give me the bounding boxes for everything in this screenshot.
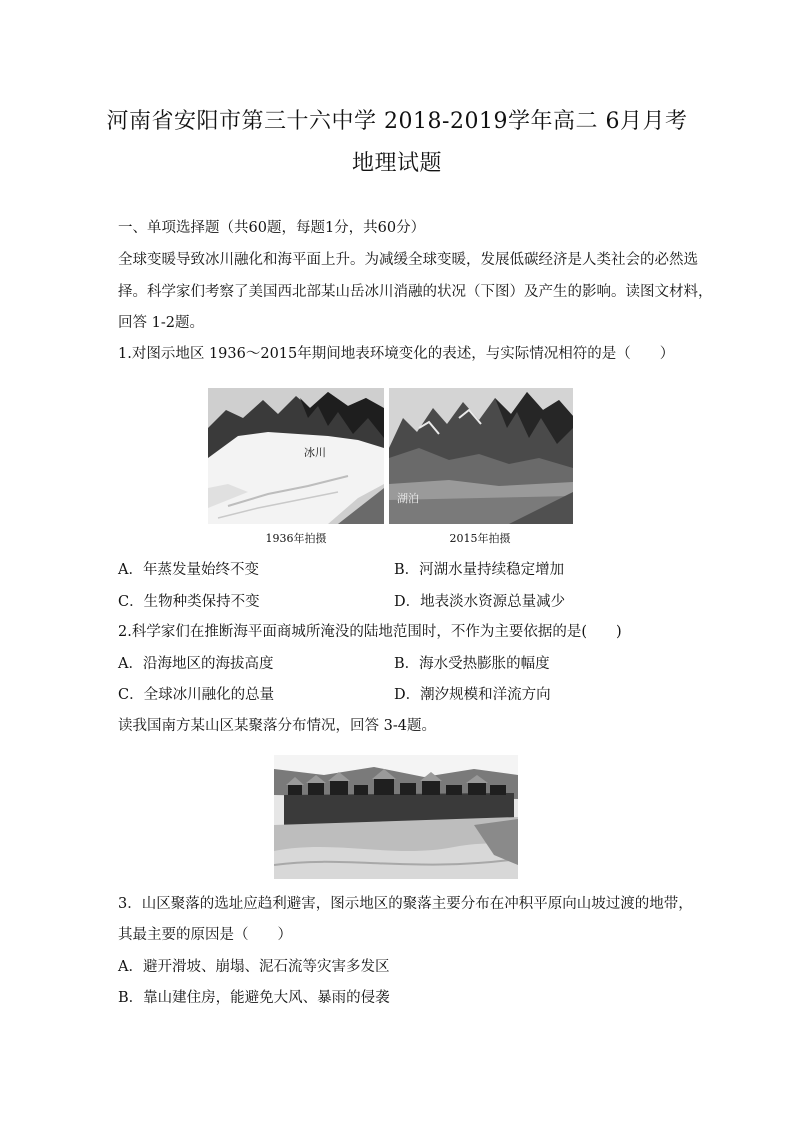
title-line-1: 河南省安阳市第三十六中学 2018-2019学年高二 6月月考 <box>106 109 688 134</box>
q2-option-d: D．潮汐规模和洋流方向 <box>394 687 551 703</box>
lake-2015-caption: 2015年拍摄 <box>449 532 511 545</box>
q3-option-a: A．避开滑坡、崩塌、泥石流等灾害多发区 <box>118 959 390 975</box>
q1-stem: 1.对图示地区 1936～2015年期间地表环境变化的表述，与实际情况相符的是（ ） <box>118 346 675 362</box>
intro1-line-3: 回答 1-2题。 <box>118 315 204 331</box>
intro1-line-1: 全球变暖导致冰川融化和海平面上升。为减缓全球变暖，发展低碳经济是人类社会的必然选 <box>118 252 698 268</box>
q1-option-a: A．年蒸发量始终不变 <box>118 562 259 578</box>
intro1-line-2: 择。科学家们考察了美国西北部某山岳冰川消融的状况（下图）及产生的影响。读图文材料， <box>118 284 713 300</box>
title-line-2: 地理试题 <box>351 151 442 176</box>
section-heading: 一、单项选择题（共60题，每题1分，共60分） <box>118 220 426 236</box>
lake-label: 湖泊 <box>397 492 419 505</box>
q3-stem-line-2: 其最主要的原因是（ ） <box>118 927 292 943</box>
q1-option-b: B．河湖水量持续稳定增加 <box>394 562 565 578</box>
glacier-label: 冰川 <box>304 446 326 459</box>
settlement-photo <box>274 755 518 879</box>
q2-option-b: B．海水受热膨胀的幅度 <box>394 656 550 672</box>
lake-2015-photo <box>389 388 573 524</box>
intro2-text: 读我国南方某山区某聚落分布情况，回答 3-4题。 <box>118 718 436 734</box>
q1-option-d: D．地表淡水资源总量减少 <box>394 594 566 610</box>
q1-option-c: C．生物种类保持不变 <box>118 594 260 610</box>
glacier-1936-caption: 1936年拍摄 <box>265 532 327 545</box>
q2-option-a: A．沿海地区的海拔高度 <box>118 656 274 672</box>
q3-option-b: B．靠山建住房，能避免大风、暴雨的侵袭 <box>118 990 390 1006</box>
q2-option-c: C．全球冰川融化的总量 <box>118 687 275 703</box>
glacier-1936-photo <box>208 388 384 524</box>
q3-stem-line-1: 3．山区聚落的选址应趋利避害，图示地区的聚落主要分布在冲积平原向山坡过渡的地带， <box>118 896 693 912</box>
q2-stem: 2.科学家们在推断海平面商城所淹没的陆地范围时，不作为主要依据的是( ) <box>118 624 622 640</box>
